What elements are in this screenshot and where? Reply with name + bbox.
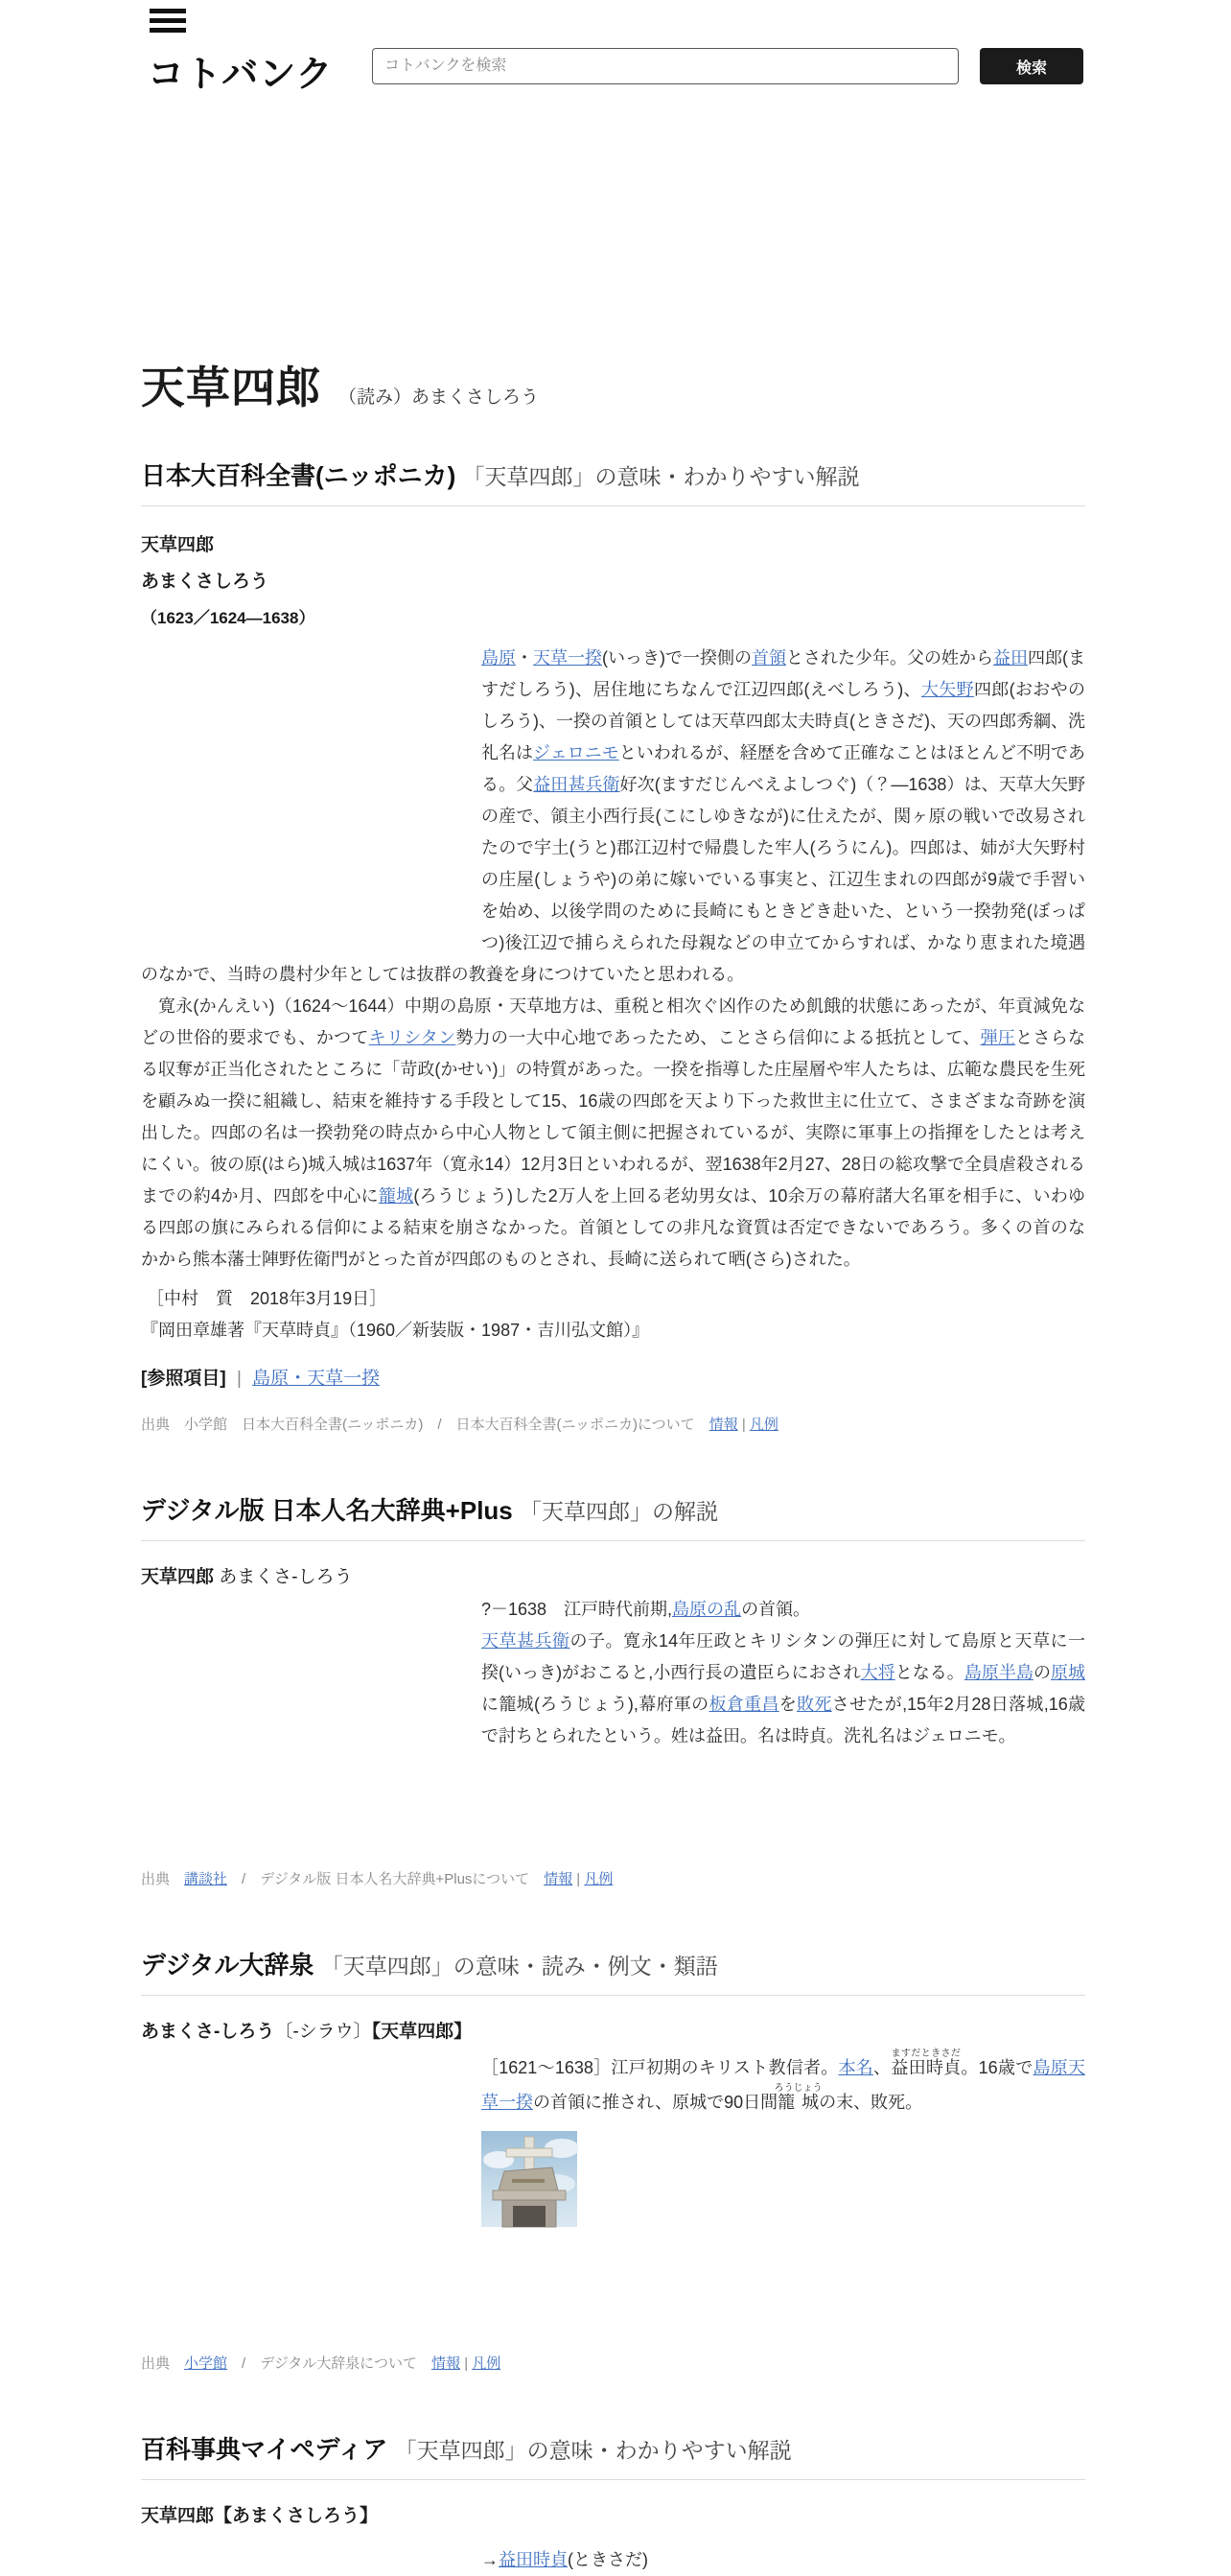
inline-link[interactable]: 島原半島 — [964, 1663, 1034, 1682]
bibliography: 『岡田章雄著『天草時貞』（1960／新装版・1987・吉川弘文館）』 — [141, 1321, 650, 1340]
text-segment: 寛永(かんえい)（1624～1644）中期の島原・天草地方は、重税と相次ぐ凶作のため飢餓的状態にあったが、年貢減免などの世俗的要求でも、かつて — [141, 996, 1085, 1047]
text-segment: を — [778, 1695, 798, 1714]
stone-monument-with-cross-photo[interactable] — [481, 2131, 577, 2227]
site-header — [0, 0, 1231, 96]
text-segment: ・ — [516, 648, 533, 667]
inline-link[interactable]: 益田時貞 — [499, 2550, 568, 2569]
text-segment: | — [572, 1871, 585, 1887]
section-nipponica — [141, 457, 1085, 1436]
text-segment: 出典 — [141, 1871, 185, 1887]
inline-link[interactable]: 情報 — [544, 1871, 573, 1887]
text-segment: 勢力の一大中心地であったため、ことさら信仰による抵抗として、 — [455, 1028, 981, 1047]
text-segment: 四郎(おおやのしろう)、一揆の首領としては天草四郎太夫時貞(ときさだ)、天の四郎秀綱、洗礼名は — [481, 680, 1085, 762]
text-segment: → — [481, 2550, 499, 2569]
search-button[interactable]: 検索 — [980, 48, 1083, 84]
inline-link[interactable]: 大矢野 — [920, 680, 974, 699]
main-content — [141, 353, 1085, 2576]
text-segment: | — [737, 1417, 750, 1433]
inline-link[interactable]: 天草甚兵衛 — [481, 1631, 570, 1651]
text-segment: 〔‐シラウ〕 — [274, 2022, 372, 2042]
text-segment: とさらなる収奪が正当化されたところに「苛政(かせい)」の特質があった。一揆を指導した庄屋層や牢人たちは、広範な農民を生死を顧みぬ一揆に組織し、結束を維持する手段として15、16歳の四郎を天より下った救世主に仕立て、さまざまな奇跡を演出した。四郎の名は一揆勃発の時点から中心人物として領主側に把握されているが、実際に軍事上の指揮をしたとは考えにくい。彼の原(はら)城入城は1637年（寛永14）12月3日といわれるが、翌1638年2月27、28日の総攻撃で全員虐殺されるまでの約4か月、四郎を中心に — [141, 1028, 1086, 1206]
text-segment: 好次(ますだじんべえよしつぐ)（？―1638）は、天草大矢野の産で、領主小西行長(こにしゆきなが)に仕えたが、関ヶ原の戦いで改易されたので宇土(うと)郡江辺村で帰農した牢人(ろうにん)。四郎は、姉が大矢野村の庄屋(しょうや)の弟に嫁いでいる事実と、江辺生まれの四郎が9歳で手習いを始め、以後学問のために長崎にもときどき赴いた、という一揆勃発(ぼっぱつ)後江辺で捕らえられた母親などの申立てからすれば、かなり恵まれた境遇のなかで、当時の農村少年としては抜群の教養を身につけていたと思われる。 — [141, 775, 1086, 984]
source-line — [141, 1415, 1085, 1436]
site-logo[interactable]: コトバンク — [148, 55, 334, 95]
reference-line — [141, 1364, 1085, 1390]
inline-link[interactable]: 板倉重昌 — [708, 1695, 779, 1714]
dictionary-name: 日本大百科全書(ニッポニカ) — [141, 461, 456, 490]
entry-title — [141, 2501, 1085, 2527]
section-heading-suffix: 「天草四郎」の意味・わかりやすい解説 — [394, 2438, 792, 2463]
source-line — [141, 1869, 1085, 1890]
reference-label: [参照項目] — [141, 1369, 226, 1389]
text-segment: / デジタル大辞泉について — [227, 2355, 432, 2372]
section-heading-suffix: 「天草四郎」の意味・わかりやすい解説 — [462, 464, 860, 489]
article-body — [481, 1594, 1085, 1752]
ruby-text: 籠城ろうじょう — [774, 2083, 823, 2112]
text-segment: (ときさだ) — [568, 2550, 648, 2569]
entry-reading: あまくさしろう — [141, 572, 269, 592]
text-segment: の首領。 — [741, 1600, 811, 1619]
section-heading — [141, 1491, 1085, 1527]
text-segment: に籠城(ろうじょう),幕府軍の — [481, 1695, 709, 1714]
inline-link[interactable]: 小学館 — [184, 2355, 228, 2372]
text-segment: といわれるが、経歴を含めて正確なことはほとんど不明である。父 — [481, 743, 1086, 794]
section-heading — [141, 1946, 1085, 1981]
section-heading-suffix: 「天草四郎」の意味・読み・例文・類語 — [320, 1954, 718, 1979]
menu-bar — [150, 18, 186, 23]
title-row — [141, 353, 1085, 416]
text-segment: とされた少年。父の姓から — [786, 648, 993, 667]
entry-title: 天草四郎 — [141, 535, 215, 555]
inline-link[interactable]: 本名 — [838, 2058, 874, 2077]
inline-link[interactable]: 島原 — [481, 648, 516, 667]
text-segment: あまくさ-しろう — [141, 2022, 275, 2042]
inline-link[interactable]: 大将 — [860, 1663, 895, 1682]
inline-link[interactable]: 凡例 — [584, 1871, 614, 1887]
text-segment: の — [1033, 1663, 1051, 1682]
section-heading-suffix: 「天草四郎」の解説 — [520, 1499, 718, 1524]
text-segment: あまくさ-しろう — [214, 1567, 353, 1587]
text-segment: 、 — [873, 2058, 892, 2077]
paragraph — [481, 1626, 1085, 1752]
text-segment: ［1621～1638］江戸初期のキリスト教信者。 — [481, 2058, 839, 2077]
inline-link[interactable]: ジェロニモ — [533, 743, 619, 762]
menu-bar — [150, 28, 186, 33]
media-placeholder — [141, 643, 481, 930]
paragraph — [141, 991, 1085, 1276]
inline-link[interactable]: 益田 — [993, 648, 1028, 667]
entry-dates: （1623／1624―1638） — [141, 609, 315, 627]
inline-link[interactable]: 首領 — [752, 648, 786, 667]
inline-link[interactable]: 情報 — [708, 1417, 738, 1433]
article-body — [141, 643, 1085, 1276]
text-segment: (ろうじょう)した2万人を上回る老幼男女は、10余万の幕府諸大名軍を相手に、いわゆる四郎の旗にみられる信仰による結束を崩さなかった。首領としての非凡な資質は否定できないであろう。多くの首のなかから熊本藩士陣野佐衛門がとった首が四郎のものとされ、長崎に送られて晒(さら)された。 — [141, 1186, 1085, 1269]
text-segment: ?－1638 江戸時代前期, — [481, 1600, 673, 1619]
paragraph — [481, 2544, 1085, 2576]
paragraph — [481, 2049, 1085, 2119]
dictionary-name: デジタル版 日本人名大辞典+Plus — [141, 1496, 513, 1525]
text-segment: 。16歳で — [961, 2058, 1034, 2077]
section-heading — [141, 2430, 1085, 2466]
inline-link[interactable]: 島原の乱 — [672, 1600, 742, 1619]
entry-title — [141, 1562, 1085, 1588]
section-daijisen — [141, 1946, 1085, 2375]
text-segment: | — [460, 2355, 473, 2372]
inline-link[interactable]: キリシタン — [368, 1028, 456, 1047]
paragraph — [481, 1594, 1085, 1626]
section-heading — [141, 457, 1085, 492]
ruby-text: 益田時貞ますだときさだ — [891, 2049, 962, 2077]
text-segment: 四郎(ますだしろう)、居住地にちなんで江辺四郎(えべしろう)、 — [481, 648, 1085, 699]
inline-link[interactable]: 凡例 — [749, 1417, 778, 1433]
inline-link[interactable]: 籠城 — [378, 1186, 414, 1206]
section-mypedia — [141, 2430, 1085, 2576]
menu-icon[interactable] — [150, 9, 186, 33]
entry-title — [141, 2017, 1085, 2043]
article-body — [481, 2544, 1085, 2576]
search-input[interactable] — [372, 48, 959, 84]
text-segment: となる。 — [894, 1663, 964, 1682]
source-line — [141, 2354, 1085, 2375]
inline-link[interactable]: 講談社 — [184, 1871, 228, 1887]
text-segment: 出典 — [141, 2355, 185, 2372]
text-segment: (いっき)で一揆側の — [602, 648, 752, 667]
ad-spacer — [0, 96, 1231, 353]
text-segment: / デジタル版 日本人名大辞典+Plusについて — [227, 1871, 545, 1887]
text-segment: の首領に推され、原城で90日間 — [533, 2093, 778, 2112]
article-body — [481, 2049, 1085, 2227]
dictionary-name: デジタル大辞泉 — [141, 1951, 314, 1979]
section-jinmei-daijiten — [141, 1491, 1085, 1890]
text-segment: させたが,15年2月28日落城,16歳で討ちとられたという。姓は益田。名は時貞。洗礼名はジェロニモ。 — [481, 1695, 1086, 1745]
inline-link[interactable]: 弾圧 — [980, 1028, 1016, 1047]
reference-link[interactable]: 島原・天草一揆 — [252, 1369, 381, 1389]
inline-link[interactable]: 敗死 — [797, 1695, 832, 1714]
text-segment: の末、敗死。 — [819, 2093, 923, 2112]
text-segment: 天草四郎 — [141, 1567, 215, 1587]
page-title: 天草四郎 — [141, 363, 321, 412]
inline-link[interactable]: 情報 — [431, 2355, 461, 2372]
menu-bar — [150, 9, 186, 13]
text-segment: 天草四郎【あまくさしろう】 — [141, 2506, 379, 2526]
inline-link[interactable]: 島原天草一揆 — [481, 2058, 1085, 2112]
inline-link[interactable]: 天草一揆 — [533, 648, 602, 667]
text-segment: 出典 小学館 日本大百科全書(ニッポニカ) / 日本大百科全書(ニッポニカ)について — [141, 1417, 709, 1433]
dictionary-name: 百科事典マイペディア — [141, 2435, 388, 2464]
reference-separator: | — [236, 1369, 242, 1389]
inline-link[interactable]: 原城 — [1051, 1663, 1086, 1682]
inline-link[interactable]: 益田甚兵衛 — [533, 775, 620, 794]
author-credit: ［中村 質 2018年3月19日］ — [147, 1289, 387, 1308]
inline-link[interactable]: 凡例 — [472, 2355, 501, 2372]
text-segment: の子。寛永14年圧政とキリシタンの弾圧に対して島原と天草に一揆(いっき)がおこると,小西行長の遺臣らにおされ — [481, 1631, 1085, 1682]
text-segment: 【天草四郎】 — [371, 2022, 473, 2042]
page-title-reading: （読み）あまくさしろう — [338, 387, 540, 408]
